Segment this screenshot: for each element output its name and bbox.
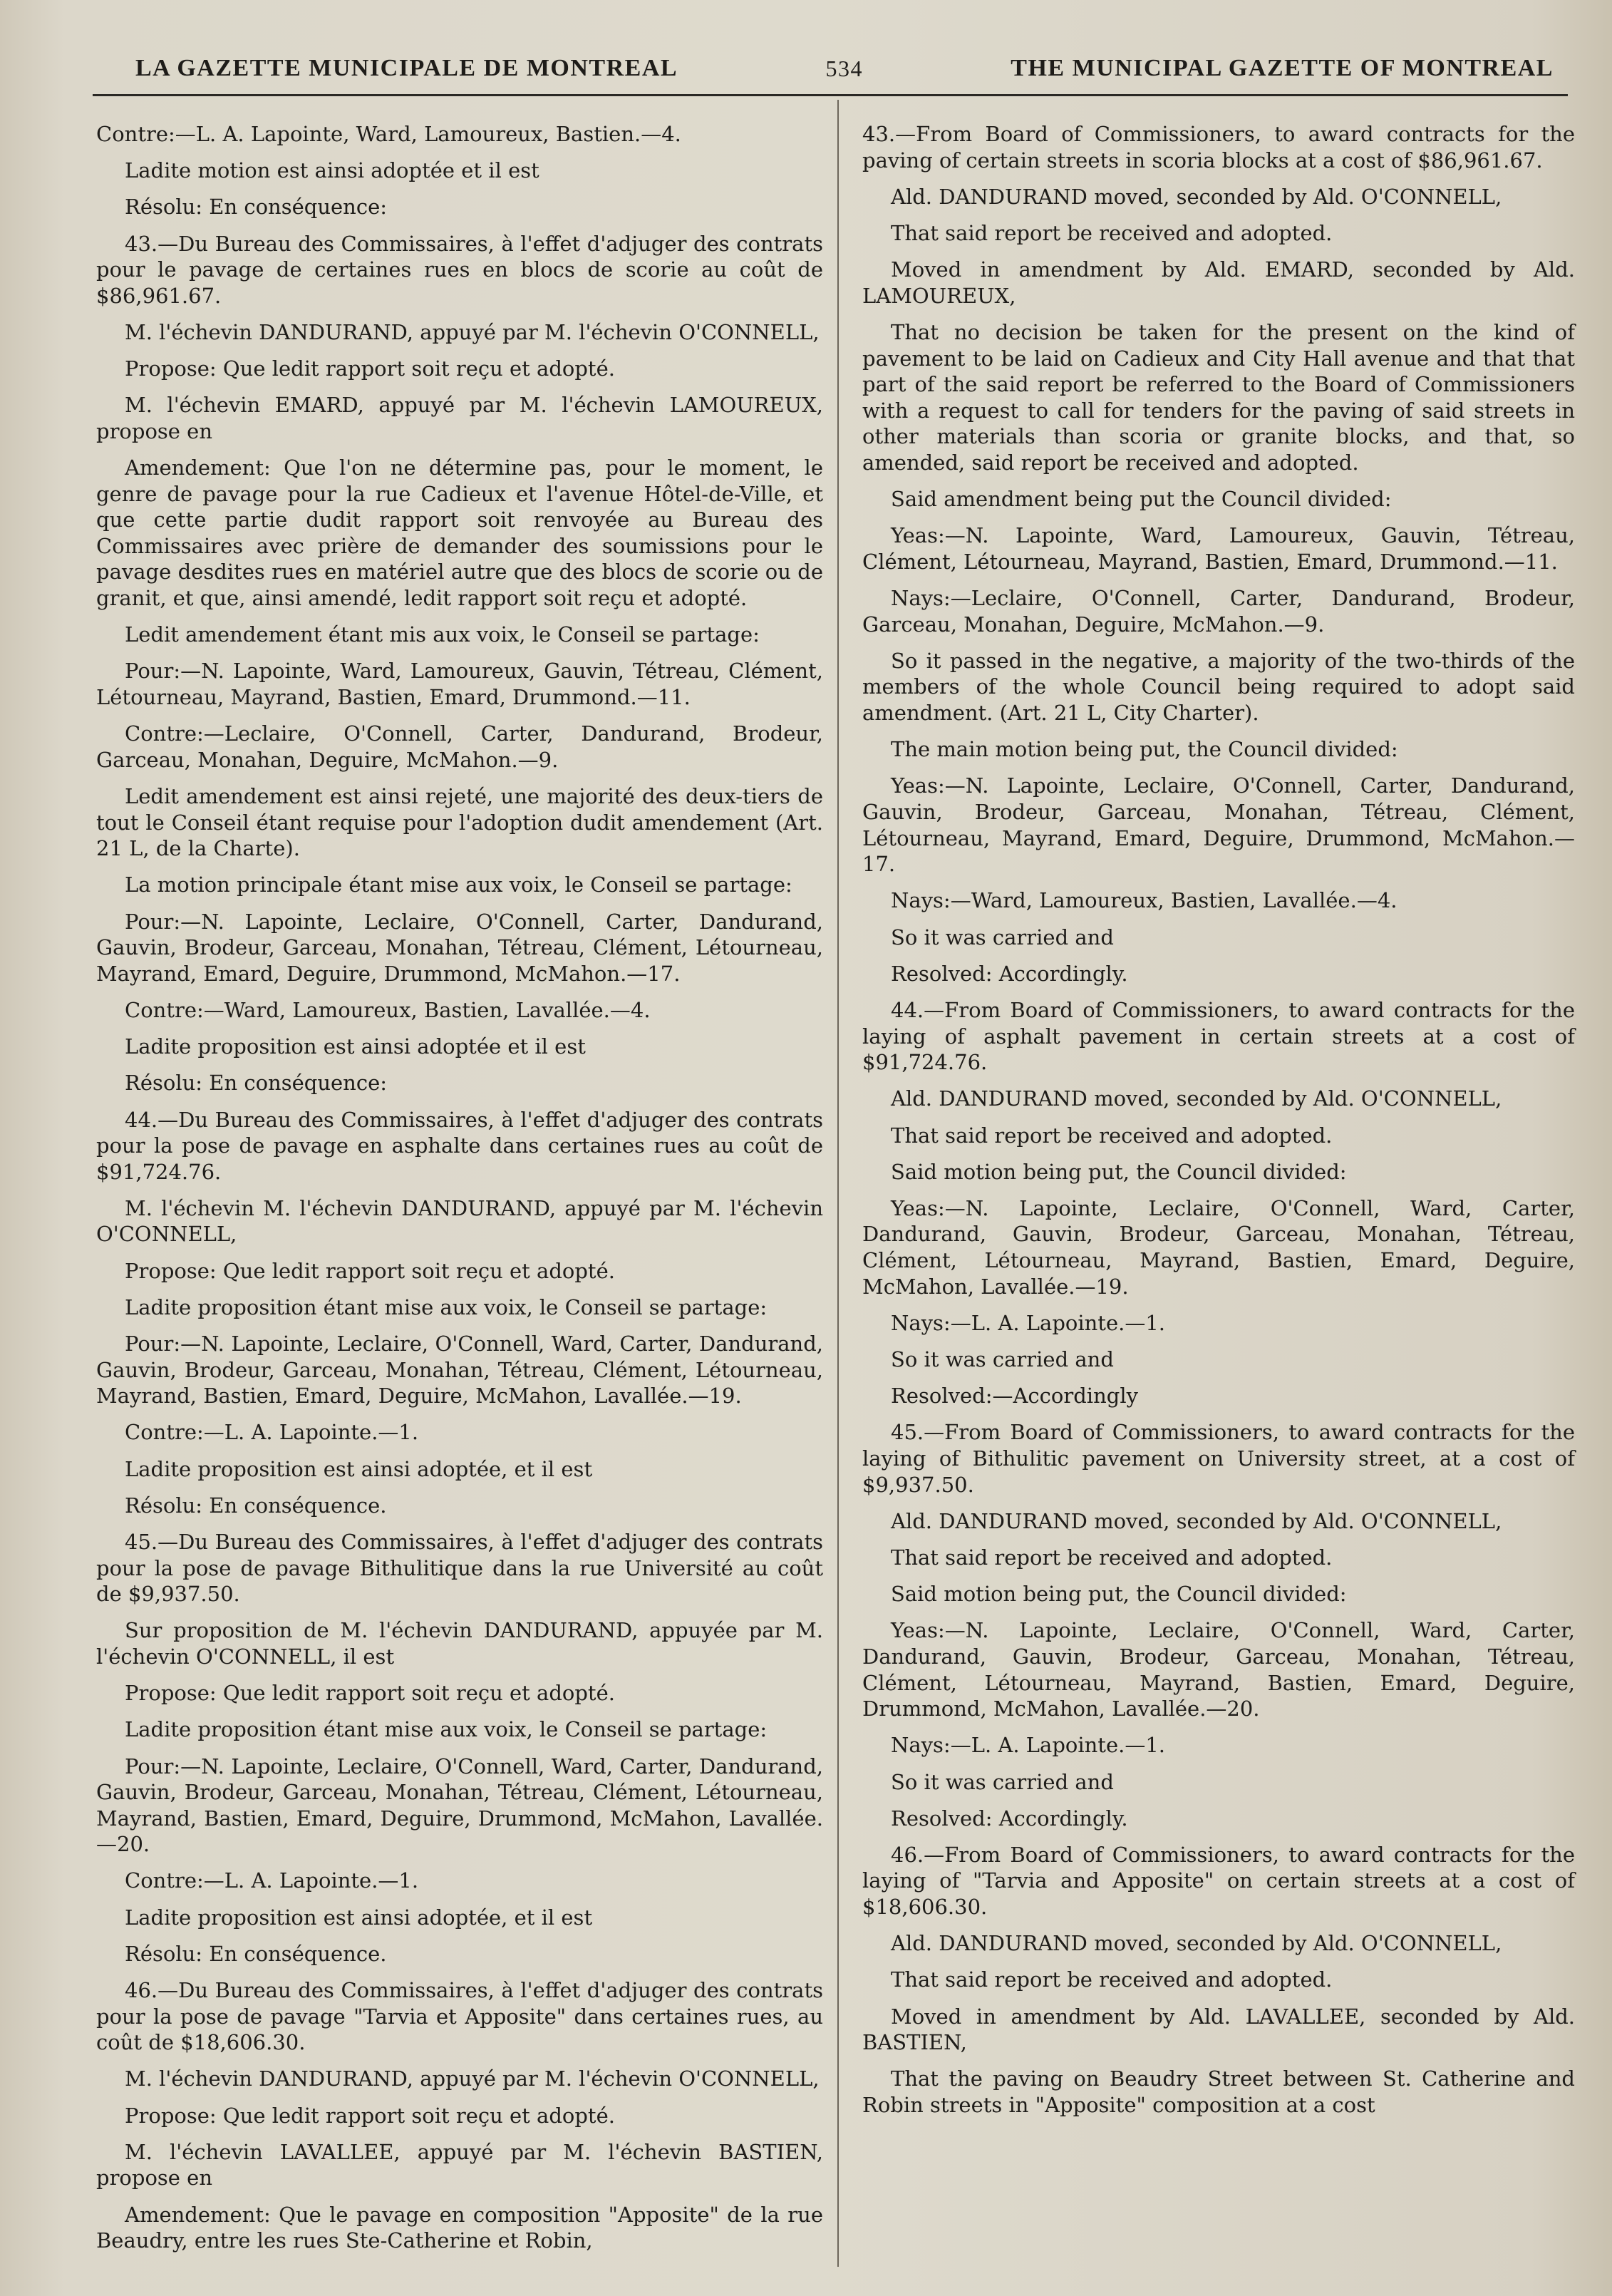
- english-paragraph: That no decision be taken for the present on the kind of pavement to be laid on Cadieux and City Hall avenue and that that part of the said report be referred to the Board of Commissioners with a request to call for tenders for the paving of said streets in other materials than scoria or granite blocks, and that, so amended, said report be received and adopted.: [862, 319, 1575, 475]
- english-paragraph: So it was carried and: [891, 1769, 1114, 1794]
- french-paragraph: M. l'échevin M. l'échevin DANDURAND, appuyé par M. l'échevin O'CONNELL,: [96, 1195, 823, 1247]
- french-paragraph: Contre:—L. A. Lapointe.—1.: [125, 1868, 419, 1893]
- french-paragraph: Contre:—L. A. Lapointe, Ward, Lamoureux, Bastien.—4.: [96, 122, 681, 146]
- french-paragraph: M. l'échevin LAVALLEE, appuyé par M. l'échevin BASTIEN, propose en: [96, 2139, 823, 2191]
- french-paragraph: Ladite motion est ainsi adoptée et il est: [125, 158, 539, 183]
- french-paragraph: Ladite proposition est ainsi adoptée, et il est: [125, 1456, 593, 1481]
- french-paragraph: Ladite proposition étant mise aux voix, le Conseil se partage:: [125, 1294, 768, 1319]
- french-paragraph: M. l'échevin DANDURAND, appuyé par M. l'échevin O'CONNELL,: [125, 2066, 820, 2091]
- english-paragraph: That the paving on Beaudry Street between St. Catherine and Robin streets in "Apposite" composition at a cost: [862, 2066, 1575, 2117]
- french-paragraph: Pour:—N. Lapointe, Leclaire, O'Connell, Carter, Dandurand, Gauvin, Brodeur, Garceau, Monahan, Tétreau, Clément, Létourneau, Mayrand, Emard, Deguire, Drummond, McMahon.—17.: [96, 909, 823, 986]
- page-number: 534: [825, 55, 863, 81]
- french-paragraph: Contre:—L. A. Lapointe.—1.: [125, 1420, 419, 1445]
- french-paragraph: 43.—Du Bureau des Commissaires, à l'effet d'adjuger des contrats pour le pavage de certaines rues en blocs de scorie au coût de $86,961.67.: [96, 231, 823, 308]
- english-paragraph: So it was carried and: [891, 925, 1114, 949]
- page-header: [135, 48, 1554, 88]
- english-paragraph: So it was carried and: [891, 1347, 1114, 1372]
- french-paragraph: Pour:—N. Lapointe, Ward, Lamoureux, Gauvin, Tétreau, Clément, Létourneau, Mayrand, Bastien, Emard, Drummond.—11.: [96, 659, 823, 710]
- english-paragraph: 43.—From Board of Commissioners, to award contracts for the paving of certain streets in scoria blocks at a cost of $86,961.67.: [862, 122, 1575, 173]
- english-paragraph: Ald. DANDURAND moved, seconded by Ald. O'CONNELL,: [891, 1931, 1502, 1956]
- french-paragraph: La motion principale étant mise aux voix, le Conseil se partage:: [125, 872, 792, 897]
- column-divider: [837, 100, 839, 2267]
- english-paragraph: Ald. DANDURAND moved, seconded by Ald. O'CONNELL,: [891, 184, 1502, 209]
- french-paragraph: Amendement: Que le pavage en composition "Apposite" de la rue Beaudry, entre les rues Ste-Catherine et Robin,: [96, 2202, 823, 2253]
- english-paragraph: Ald. DANDURAND moved, seconded by Ald. O'CONNELL,: [891, 1508, 1502, 1533]
- french-paragraph: Ladite proposition étant mise aux voix, le Conseil se partage:: [125, 1717, 768, 1742]
- french-paragraph: Amendement: Que l'on ne détermine pas, pour le moment, le genre de pavage pour la rue Cadieux et l'avenue Hôtel-de-Ville, et que cette partie dudit rapport soit renvoyée au Bureau des Commissaires avec prière de demander des soumissions pour le pavage desdites rues en matériel autre que des blocs de scorie ou de granit, et que, ainsi amendé, ledit rapport soit reçu et adopté.: [96, 455, 823, 611]
- english-paragraph: The main motion being put, the Council divided:: [891, 737, 1398, 762]
- french-paragraph: Ladite proposition est ainsi adoptée et il est: [125, 1034, 586, 1059]
- english-paragraph: Yeas:—N. Lapointe, Ward, Lamoureux, Gauvin, Tétreau, Clément, Létourneau, Mayrand, Bastien, Emard, Drummond.—11.: [862, 523, 1575, 574]
- english-paragraph: 46.—From Board of Commissioners, to award contracts for the laying of "Tarvia and Apposite" on certain streets at a cost of $18,606.30.: [862, 1842, 1575, 1920]
- header-french-title: LA GAZETTE MUNICIPALE DE MONTREAL: [135, 55, 678, 81]
- french-paragraph: M. l'échevin DANDURAND, appuyé par M. l'échevin O'CONNELL,: [125, 319, 820, 344]
- english-paragraph: Ald. DANDURAND moved, seconded by Ald. O'CONNELL,: [891, 1086, 1502, 1111]
- english-paragraph: That said report be received and adopted.: [891, 220, 1333, 245]
- french-paragraph: Propose: Que ledit rapport soit reçu et adopté.: [125, 1681, 615, 1706]
- english-paragraph: Nays:—L. A. Lapointe.—1.: [891, 1310, 1166, 1335]
- english-paragraph: Said amendment being put the Council divided:: [891, 487, 1392, 512]
- english-paragraph: Resolved:—Accordingly: [891, 1384, 1138, 1409]
- french-paragraph: Propose: Que ledit rapport soit reçu et adopté.: [125, 1258, 615, 1283]
- english-paragraph: 45.—From Board of Commissioners, to award contracts for the laying of Bithulitic pavement on University street, at a cost of $9,937.50.: [862, 1420, 1575, 1497]
- header-rule: [93, 94, 1568, 96]
- english-paragraph: Nays:—L. A. Lapointe.—1.: [891, 1733, 1166, 1758]
- french-paragraph: Contre:—Ward, Lamoureux, Bastien, Lavallée.—4.: [125, 997, 651, 1022]
- french-paragraph: Pour:—N. Lapointe, Leclaire, O'Connell, Ward, Carter, Dandurand, Gauvin, Brodeur, Garceau, Monahan, Tétreau, Clément, Létourneau, Mayrand, Bastien, Emard, Deguire, McMahon, Lavallée.—19.: [96, 1332, 823, 1409]
- english-paragraph: That said report be received and adopted.: [891, 1967, 1333, 1992]
- french-paragraph: 45.—Du Bureau des Commissaires, à l'effet d'adjuger des contrats pour la pose de pavage Bithulitique dans la rue Université au coût de $9,937.50.: [96, 1529, 823, 1607]
- english-paragraph: Resolved: Accordingly.: [891, 1806, 1128, 1831]
- english-paragraph: Yeas:—N. Lapointe, Leclaire, O'Connell, Carter, Dandurand, Gauvin, Brodeur, Garceau, Monahan, Tétreau, Clément, Létourneau, Mayrand, Emard, Deguire, Drummond, McMahon.—17.: [862, 773, 1575, 877]
- french-paragraph: Résolu: En conséquence.: [125, 1941, 387, 1966]
- french-paragraph: Propose: Que ledit rapport soit reçu et adopté.: [125, 356, 615, 381]
- header-english-title: THE MUNICIPAL GAZETTE OF MONTREAL: [1011, 55, 1554, 81]
- french-paragraph: Résolu: En conséquence:: [125, 1071, 388, 1096]
- french-paragraph: Pour:—N. Lapointe, Leclaire, O'Connell, Ward, Carter, Dandurand, Gauvin, Brodeur, Garceau, Monahan, Tétreau, Clément, Létourneau, Mayrand, Bastien, Emard, Deguire, Drummond, McMahon, Lavallée.—20.: [96, 1754, 823, 1857]
- english-paragraph: Said motion being put, the Council divided:: [891, 1159, 1347, 1184]
- french-paragraph: Ledit amendement étant mis aux voix, le Conseil se partage:: [125, 622, 760, 647]
- french-column: [96, 121, 823, 2264]
- english-paragraph: Said motion being put, the Council divided:: [891, 1582, 1347, 1607]
- french-paragraph: 44.—Du Bureau des Commissaires, à l'effet d'adjuger des contrats pour la pose de pavage en asphalte dans certaines rues au coût de $91,724.76.: [96, 1107, 823, 1184]
- french-paragraph: Résolu: En conséquence:: [125, 195, 388, 220]
- english-paragraph: Yeas:—N. Lapointe, Leclaire, O'Connell, Ward, Carter, Dandurand, Gauvin, Brodeur, Garceau, Monahan, Tétreau, Clément, Létourneau, Mayrand, Bastien, Emard, Deguire, Drummond, McMahon, Lavallée.—20.: [862, 1618, 1575, 1721]
- english-paragraph: Yeas:—N. Lapointe, Leclaire, O'Connell, Ward, Carter, Dandurand, Gauvin, Brodeur, Garceau, Monahan, Tétreau, Clément, Létourneau, Mayrand, Bastien, Emard, Deguire, McMahon, Lavallée.—19.: [862, 1195, 1575, 1299]
- french-paragraph: Ladite proposition est ainsi adoptée, et il est: [125, 1905, 593, 1930]
- english-paragraph: That said report be received and adopted.: [891, 1545, 1333, 1570]
- english-paragraph: Nays:—Leclaire, O'Connell, Carter, Dandurand, Brodeur, Garceau, Monahan, Deguire, McMahon.—9.: [862, 586, 1575, 637]
- french-paragraph: M. l'échevin EMARD, appuyé par M. l'échevin LAMOUREUX, propose en: [96, 393, 823, 443]
- english-column: [862, 121, 1575, 2128]
- english-paragraph: Resolved: Accordingly.: [891, 961, 1128, 986]
- english-paragraph: That said report be received and adopted.: [891, 1123, 1333, 1148]
- french-paragraph: Contre:—Leclaire, O'Connell, Carter, Dandurand, Brodeur, Garceau, Monahan, Deguire, McMahon.—9.: [96, 721, 823, 772]
- english-paragraph: 44.—From Board of Commissioners, to award contracts for the laying of asphalt pavement in certain streets at a cost of $91,724.76.: [862, 997, 1575, 1075]
- french-paragraph: Résolu: En conséquence.: [125, 1493, 387, 1518]
- english-paragraph: Moved in amendment by Ald. LAVALLEE, seconded by Ald. BASTIEN,: [862, 2004, 1575, 2055]
- english-paragraph: Moved in amendment by Ald. EMARD, seconded by Ald. LAMOUREUX,: [862, 257, 1575, 308]
- french-paragraph: Ledit amendement est ainsi rejeté, une majorité des deux-tiers de tout le Conseil étant requise pour l'adoption dudit amendement (Art. 21 L, de la Charte).: [96, 784, 823, 861]
- english-paragraph: So it passed in the negative, a majority of the two-thirds of the members of the whole Council being required to adopt said amendment. (Art. 21 L, City Charter).: [862, 648, 1575, 726]
- english-paragraph: Nays:—Ward, Lamoureux, Bastien, Lavallée.—4.: [891, 888, 1397, 913]
- french-paragraph: Propose: Que ledit rapport soit reçu et adopté.: [125, 2103, 615, 2128]
- french-paragraph: Sur proposition de M. l'échevin DANDURAND, appuyée par M. l'échevin O'CONNELL, il est: [96, 1618, 823, 1669]
- french-paragraph: 46.—Du Bureau des Commissaires, à l'effet d'adjuger des contrats pour la pose de pavage "Tarvia et Apposite" dans certaines rues, au coût de $18,606.30.: [96, 1978, 823, 2055]
